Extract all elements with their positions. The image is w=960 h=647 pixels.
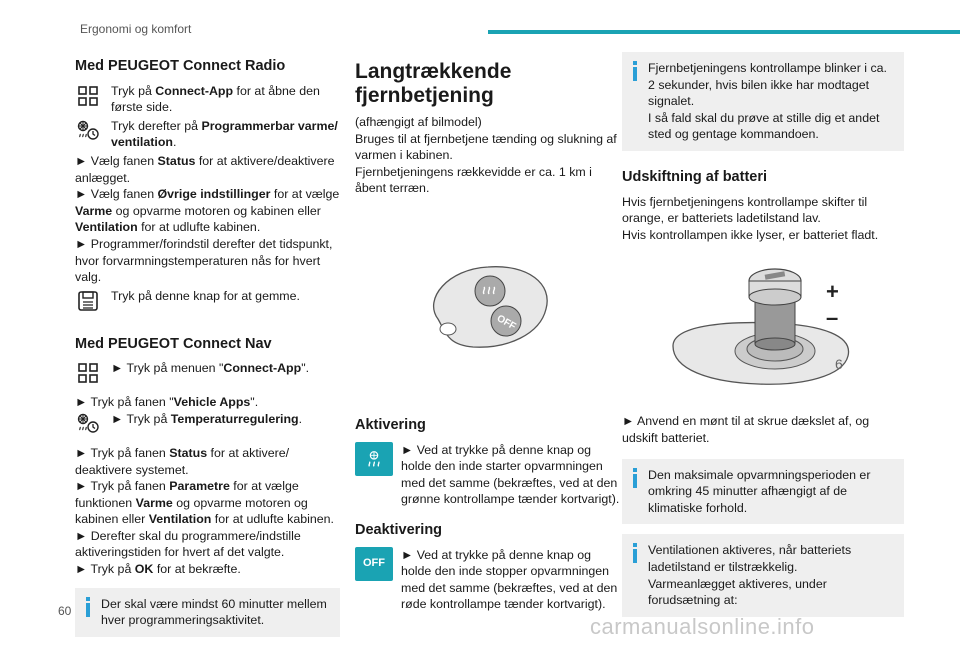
radio-step-2: Tryk derefter på Programmerbar varme/ ventilation. <box>75 118 340 151</box>
save-icon <box>75 288 101 314</box>
nav-step-4: ► Tryk på fanen Status for at aktivere/ deaktivere systemet. <box>75 445 290 477</box>
column-right <box>622 52 904 627</box>
radio-step-3: ► Vælg fanen Status for at aktivere/deaktivere anlægget. <box>75 153 335 185</box>
nav-step-7: ► Tryk på OK for at bekræfte. <box>75 562 241 577</box>
remote-off-label: OFF <box>494 313 518 333</box>
remote-control-illustration <box>418 249 558 359</box>
battery-text-2: Hvis kontrollampen ikke lyser, er batteriet fladt. <box>622 227 879 242</box>
info-note: Fjernbetjeningens kontrollampe blinker i ca. 2 sekunder, hvis bilen ikke har modtaget signalet. I så fald skal du prøve at stille dig et andet sted og gentage kommandoen. <box>622 52 904 151</box>
battery-text-1: Hvis fjernbetjeningens kontrollampe skifter til orange, er batteriets ladetilstand lav. <box>622 194 868 226</box>
info-icon <box>631 543 639 565</box>
heating-button-icon <box>355 442 393 476</box>
radio-step-6: Tryk på denne knap for at gemme. <box>75 288 340 314</box>
off-button-icon: OFF <box>355 547 393 581</box>
intro-text: Bruges til at fjernbetjene tænding og slukning af varmen i kabinen. <box>355 131 617 163</box>
section-title: Langtrækkende fjernbetjening <box>355 60 512 107</box>
nav-heading: Med PEUGEOT Connect Nav <box>75 335 272 352</box>
activation-heading: Aktivering <box>355 416 426 433</box>
deactivation-heading: Deaktivering <box>355 521 443 538</box>
radio-step-1: Tryk på Connect-App for at åbne den første side. <box>75 83 340 116</box>
info-icon <box>631 61 639 83</box>
heating-timer-icon <box>75 411 101 437</box>
radio-heading: Med PEUGEOT Connect Radio <box>75 58 286 74</box>
info-icon <box>84 597 92 619</box>
info-note: Ventilationen aktiveres, når batteriets ladetilstand er tilstrækkelig. Varmeanlægget aktiveres, under forudsætning at: <box>622 534 904 616</box>
battery-minus-label: – <box>826 305 839 331</box>
header-rule <box>488 30 960 34</box>
column-left <box>75 52 340 647</box>
model-note: (afhængigt af bilmodel) <box>355 115 482 129</box>
nav-step-1: ► Tryk på menuen "Connect-App". <box>75 360 340 386</box>
battery-plus-label: + <box>826 279 839 305</box>
radio-step-5: ► Programmer/forindstil derefter det tidspunkt, hvor forvarmningstemperaturen nås for hvert valg. <box>75 236 333 285</box>
nav-step-2: ► Tryk på fanen "Vehicle Apps". <box>75 395 259 410</box>
battery-replacement-illustration <box>663 251 863 401</box>
info-note: Der skal være mindst 60 minutter mellem hver programmeringsaktivitet. <box>75 588 340 637</box>
battery-step: ► Anvend en mønt til at skrue dækslet af, og udskift batteriet. <box>622 414 870 445</box>
info-note: Den maksimale opvarmningsperioden er omkring 45 minutter afhængigt af de klimatiske forhold. <box>622 459 904 525</box>
activation-step: ► Ved at trykke på denne knap og holde den inde starter opvarmningen med det samme (bekræftes, ved at den grønne kontrollampe tænder kortvarigt). <box>355 442 620 508</box>
nav-step-3: ► Tryk på Temperaturregulering. <box>75 411 340 437</box>
apps-grid-icon <box>75 360 101 386</box>
deactivation-step: OFF ► Ved at trykke på denne knap og holde den inde stopper opvarmningen med det samme (bekræftes, ved at den røde kontrollampe tænder kortvarigt). <box>355 547 620 613</box>
radio-step-4: ► Vælg fanen Øvrige indstillinger for at vælge Varme og opvarme motoren og kabinen eller Ventilation for at udlufte kabinen. <box>75 187 340 235</box>
watermark: carmanualsonline.info <box>590 614 815 639</box>
info-icon <box>631 468 639 490</box>
page-number: 60 <box>58 604 72 618</box>
nav-step-6: ► Derefter skal du programmere/indstille aktiveringstiden for hvert af det valgte. <box>75 528 301 560</box>
nav-step-5: ► Tryk på fanen Parametre for at vælge funktionen Varme og opvarme motoren og kabinen eller Ventilation for at udlufte kabinen. <box>75 479 334 527</box>
apps-grid-icon <box>75 83 101 109</box>
battery-heading: Udskiftning af batteri <box>622 168 768 185</box>
page-header-title: Ergonomi og komfort <box>80 22 192 36</box>
column-middle <box>355 52 620 613</box>
svg-text:6: 6 <box>835 356 843 373</box>
range-text: Fjernbetjeningens rækkevidde er ca. 1 km i åbent terræn. <box>355 164 592 196</box>
heating-timer-icon <box>75 118 101 144</box>
